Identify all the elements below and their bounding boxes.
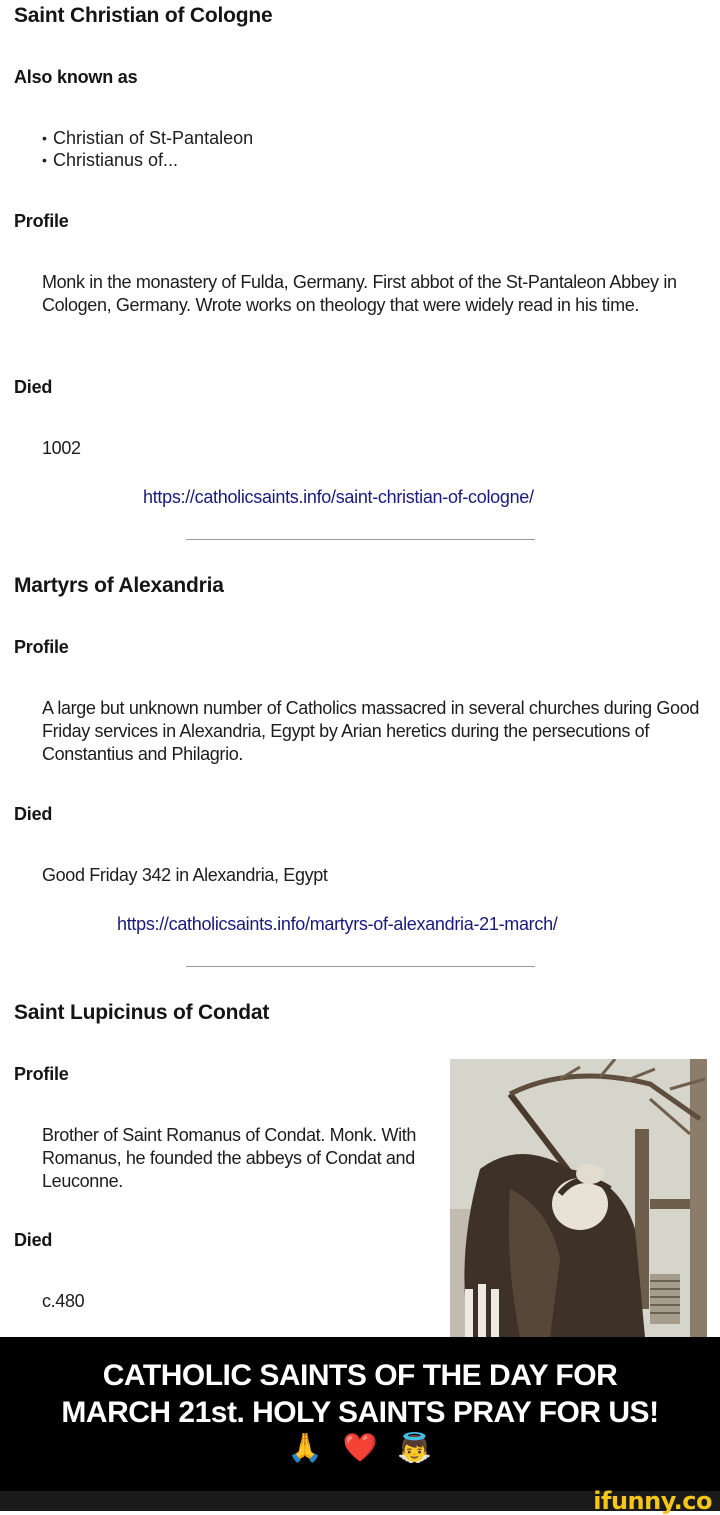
saint-3-profile-text: Brother of Saint Romanus of Condat. Monk. With Romanus, he founded the abbeys of Condat and Leuconne. — [42, 1125, 417, 1191]
saint-1-aka-label: Also known as — [14, 67, 138, 87]
saint-2-died-label: Died — [14, 804, 53, 824]
baby-angel-icon: 👼 — [397, 1432, 433, 1463]
caption-banner — [0, 1337, 720, 1491]
saint-1-link[interactable]: https://catholicsaints.info/saint-christian-of-cologne/ — [143, 487, 534, 507]
emoji-row — [0, 1431, 720, 1465]
caption-line-1: CATHOLIC SAINTS OF THE DAY FOR — [102, 1359, 618, 1392]
saint-3-died-label: Died — [14, 1230, 53, 1250]
saint-1-profile-text: Monk in the monastery of Fulda, Germany. First abbot of the St-Pantaleon Abbey in Cologen, Germany. Wrote works on theology that were widely read in his time. — [42, 272, 677, 315]
aka-item: • Christianus of... — [42, 149, 253, 171]
divider — [186, 966, 535, 967]
watermark-bar — [0, 1487, 720, 1515]
saint-2-title: Martyrs of Alexandria — [14, 574, 224, 597]
praying-hands-icon: 🙏 — [287, 1432, 323, 1463]
saint-2-died-value: Good Friday 342 in Alexandria, Egypt — [42, 865, 328, 885]
saint-2-profile-text: A large but unknown number of Catholics massacred in several churches during Good Friday services in Alexandria, Egypt by Arian heretics during the persecutions of Constantius and Philagrio. — [42, 698, 700, 764]
saint-1-profile-label: Profile — [14, 211, 69, 231]
saint-2-profile-label: Profile — [14, 637, 69, 657]
divider — [186, 539, 535, 540]
ifunny-watermark-logo: ifunny.co — [593, 1487, 712, 1515]
caption-line-2: MARCH 21st. HOLY SAINTS PRAY FOR US! — [61, 1396, 659, 1429]
red-heart-icon: ❤️ — [342, 1432, 378, 1463]
saint-3-title: Saint Lupicinus of Condat — [14, 1001, 270, 1024]
saint-3-died-value: c.480 — [42, 1291, 85, 1311]
saint-1-aka-list — [42, 127, 253, 171]
saint-1-died-label: Died — [14, 377, 53, 397]
caption-text — [0, 1357, 720, 1431]
aka-item: • Christian of St-Pantaleon — [42, 127, 253, 149]
saint-3-portrait-image — [450, 1059, 707, 1337]
saint-3-profile-label: Profile — [14, 1064, 69, 1084]
saint-1-title: Saint Christian of Cologne — [14, 4, 273, 27]
saint-2-link[interactable]: https://catholicsaints.info/martyrs-of-alexandria-21-march/ — [117, 914, 558, 934]
saint-1-died-value: 1002 — [42, 438, 81, 458]
